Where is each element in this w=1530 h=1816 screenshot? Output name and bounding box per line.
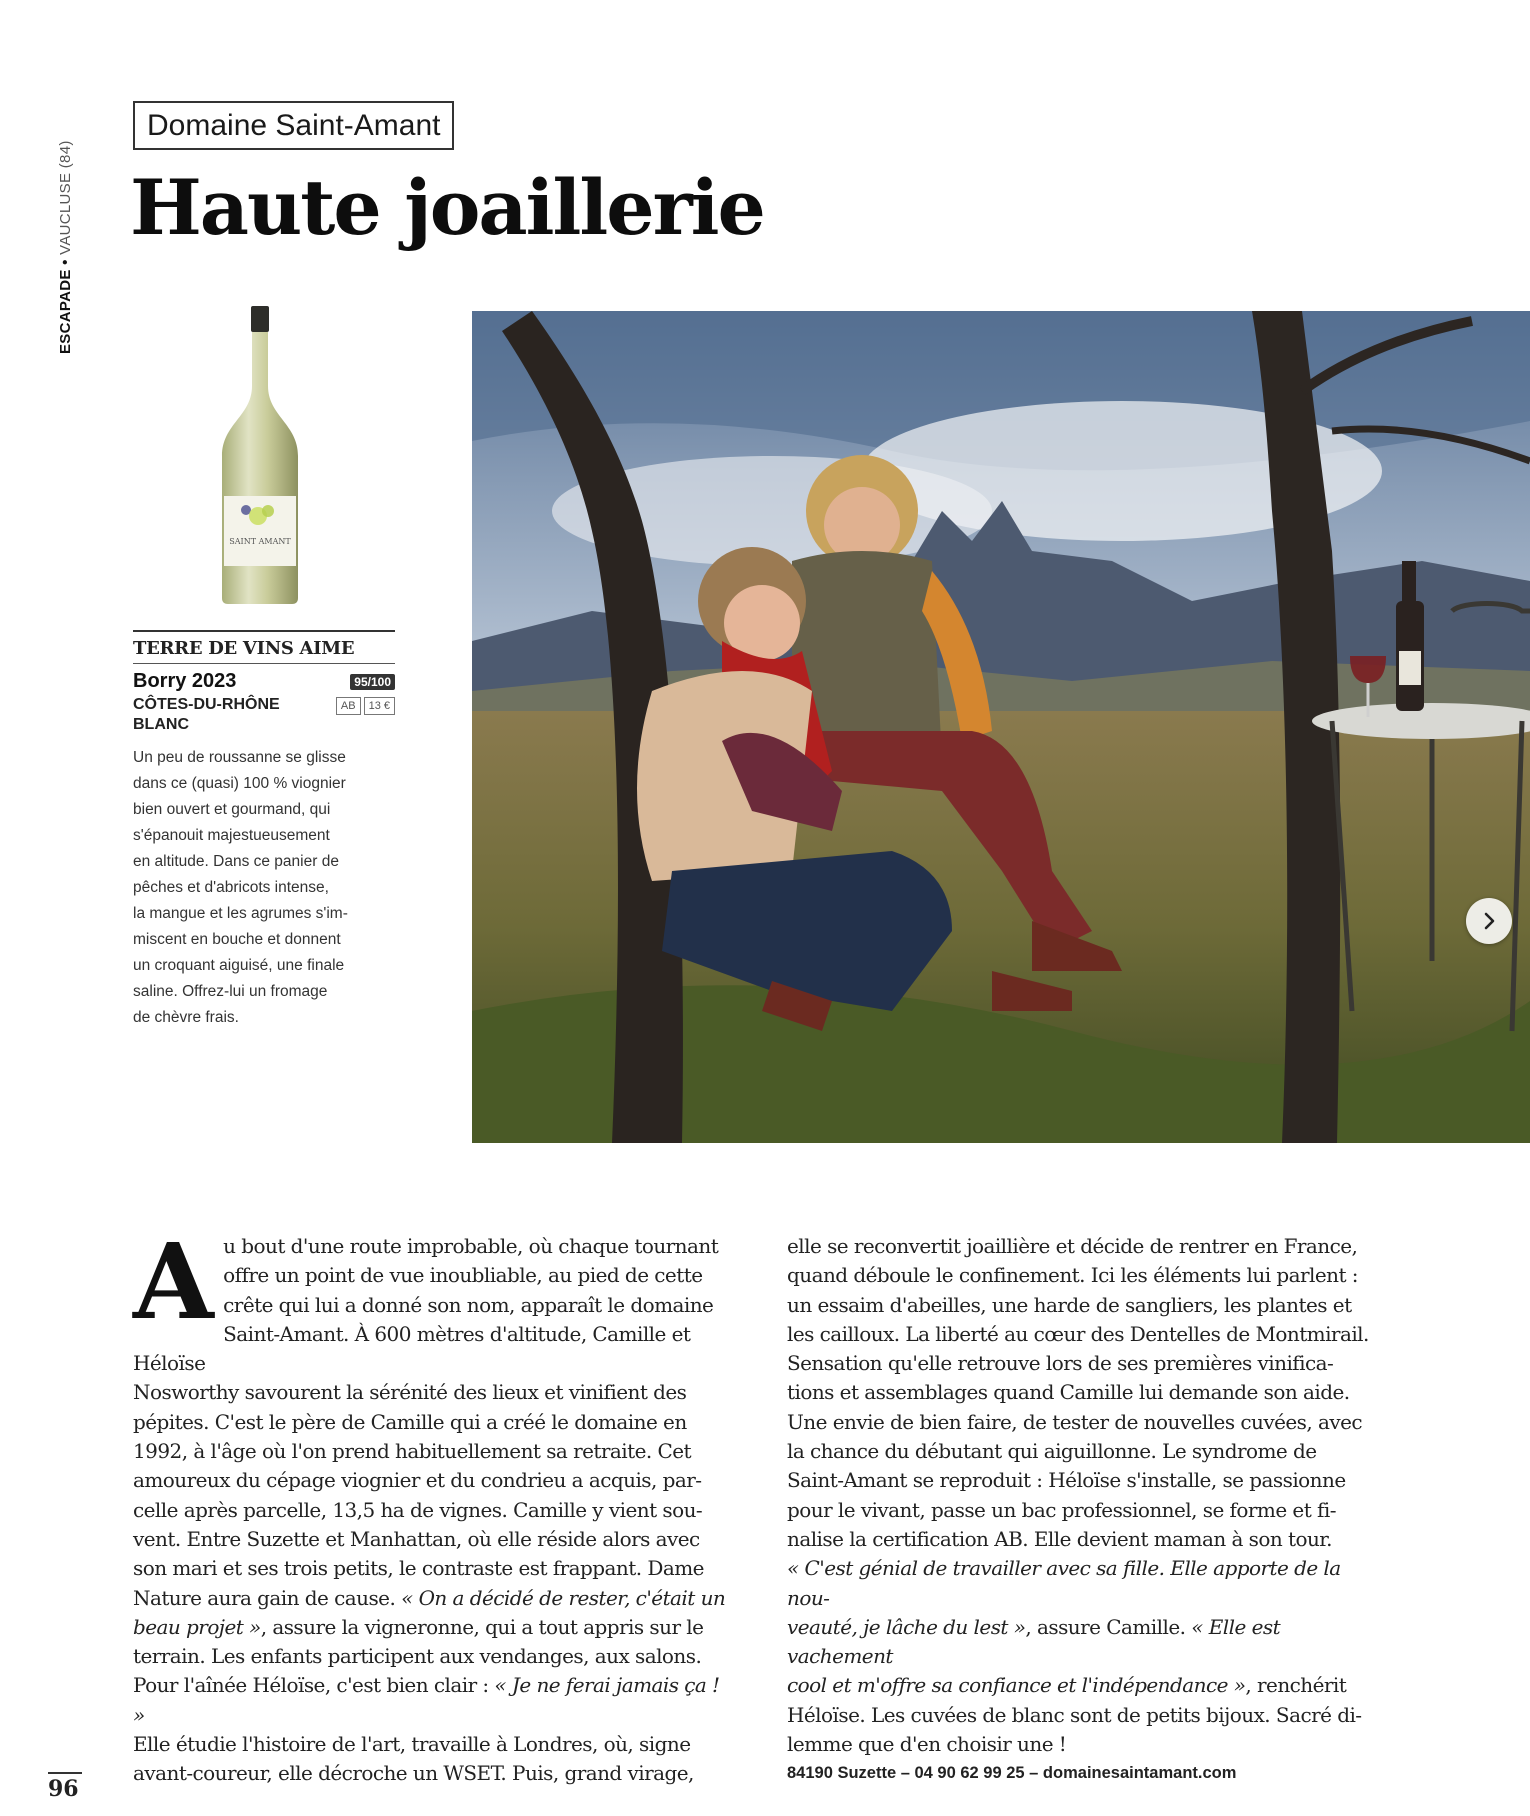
tasting-note-line: un croquant aiguisé, une finale [133,957,345,974]
article-line: nalise la certification AB. Elle devient maman à son tour. [787,1526,1332,1551]
tasting-note-line: saline. Offrez-lui un fromage [133,983,328,1000]
wine-rating-box [133,630,395,1031]
article-line: Pour l'aînée Héloïse, c'est bien clair : « Je ne ferai jamais ça ! » [133,1673,720,1727]
tasting-note-line: dans ce (quasi) 100 % viognier [133,775,346,792]
contact-info: 84190 Suzette – 04 90 62 99 25 – domainesaintamant.com [787,1764,1237,1783]
quote-text: beau projet » [133,1614,261,1639]
article-line: Elle étudie l'histoire de l'art, travaille à Londres, où, signe [133,1732,691,1757]
bottle-label-text: SAINT AMANT [229,537,291,546]
tasting-note-line: s'épanouit majestueusement [133,827,330,844]
article-line: cool et m'offre sa confiance et l'indépendance », renchérit [787,1673,1347,1698]
article-line: Saint-Amant. À 600 mètres d'altitude, Camille et Héloïse [133,1321,691,1376]
article-line: un essaim d'abeilles, une harde de sangliers, les plantes et [787,1292,1352,1317]
wine-tags [336,697,395,715]
article-line: Saint-Amant se reproduit : Héloïse s'installe, se passionne [787,1468,1346,1493]
score-badge: 95/100 [350,674,395,690]
article-line: la chance du débutant qui aiguillonne. Le syndrome de [787,1439,1317,1464]
tasting-note-line: bien ouvert et gourmand, qui [133,801,331,818]
article-line: vent. Entre Suzette et Manhattan, où elle réside alors avec [133,1526,700,1551]
article-line: avant-coureur, elle décroche un WSET. Puis, grand virage, [133,1761,694,1786]
quote-text: « C'est génial de travailler avec sa fille. Elle apporte de la nou- [787,1556,1341,1610]
article-line: Nosworthy savourent la sérénité des lieux et vinifient des [133,1380,687,1405]
tasting-note-line: la mangue et les agrumes s'im- [133,905,348,922]
price-tag: 13 € [364,697,395,715]
article-line: pour le vivant, passe un bac professionnel, se forme et fi- [787,1497,1336,1522]
article-headline: Haute joaillerie [130,163,764,252]
separator: • [57,254,74,270]
article-line: elle se reconvertit joaillière et décide de rentrer en France, [787,1234,1358,1258]
tasting-note-line: miscent en bouche et donnent [133,931,341,948]
tasting-note-line: de chèvre frais. [133,1009,239,1026]
article-line: Héloïse. Les cuvées de blanc sont de petits bijoux. Sacré di- [787,1702,1362,1727]
article-line: amoureux du cépage viognier et du condrieu a acquis, par- [133,1468,702,1493]
chevron-right-icon [1478,910,1500,932]
tasting-note-line: pêches et d'abricots intense, [133,879,329,896]
article-line: veauté, je lâche du lest », assure Camille. « Elle est vachement [787,1614,1281,1669]
article-line: Sensation qu'elle retrouve lors de ses premières vinifica- [787,1351,1334,1376]
appellation: CÔTES-DU-RHÔNE BLANC [133,696,280,733]
wine-name-row [133,670,395,693]
rating-divider [133,663,395,664]
tasting-note [133,745,395,1031]
article-column-2 [787,1232,1387,1789]
article-line: u bout d'une route improbable, où chaque tournant [223,1234,719,1258]
article-line: pépites. C'est le père de Camille qui a créé le domaine en [133,1409,687,1434]
article-column-1 [133,1220,729,1789]
article-line: Une envie de bien faire, de tester de nouvelles cuvées, avec [787,1409,1363,1434]
domain-name-box: Domaine Saint-Amant [133,101,454,150]
organic-tag: AB [336,697,361,715]
quote-text: veauté, je lâche du lest » [787,1614,1026,1639]
page-number-rule [48,1772,82,1774]
wine-bottle-image [216,306,304,606]
tasting-note-line: Un peu de roussanne se glisse [133,749,346,766]
quote-text: « On a décidé de rester, c'était un [401,1585,726,1610]
section-label [57,104,77,354]
article-line: Nature aura gain de cause. « On a décidé de rester, c'était un [133,1585,726,1610]
quote-text: « Je ne ferai jamais ça ! » [133,1673,720,1727]
drop-cap: A [133,1220,214,1343]
rating-section-title: TERRE DE VINS AIME [133,638,355,659]
article-line: beau projet », assure la vigneronne, qui a tout appris sur le [133,1614,704,1639]
article-line: terrain. Les enfants participent aux vendanges, aux salons. [133,1644,702,1669]
article-line: quand déboule le confinement. Ici les éléments lui parlent : [787,1263,1358,1288]
article-line: son mari et ses trois petits, le contraste est frappant. Dame [133,1556,704,1581]
winemakers-photo [472,311,1530,1143]
wine-name: Borry 2023 [133,670,237,692]
article-line: tions et assemblages quand Camille lui demande son aide. [787,1380,1350,1405]
page-number: 96 [48,1776,79,1802]
carousel-next-button[interactable] [1466,898,1512,944]
article-line: celle après parcelle, 13,5 ha de vignes. Camille y vient sou- [133,1497,703,1522]
article-line: les cailloux. La liberté au cœur des Dentelles de Montmirail. [787,1321,1369,1346]
article-line: offre un point de vue inoubliable, au pied de cette [223,1263,703,1288]
article-line: crête qui lui a donné son nom, apparaît le domaine [223,1292,714,1317]
article-line [787,1554,1387,1613]
article-line: 1992, à l'âge où l'on prend habituellement sa retraite. Cet [133,1439,692,1464]
tasting-note-line: en altitude. Dans ce panier de [133,853,339,870]
region-name: VAUCLUSE (84) [57,140,74,255]
quote-text: cool et m'offre sa confiance et l'indépendance » [787,1673,1246,1698]
appellation-row [133,695,395,735]
section-name: ESCAPADE [57,269,74,354]
quote-text: « Elle est vachement [787,1614,1281,1669]
article-line: lemme que d'en choisir une ! [787,1732,1067,1757]
